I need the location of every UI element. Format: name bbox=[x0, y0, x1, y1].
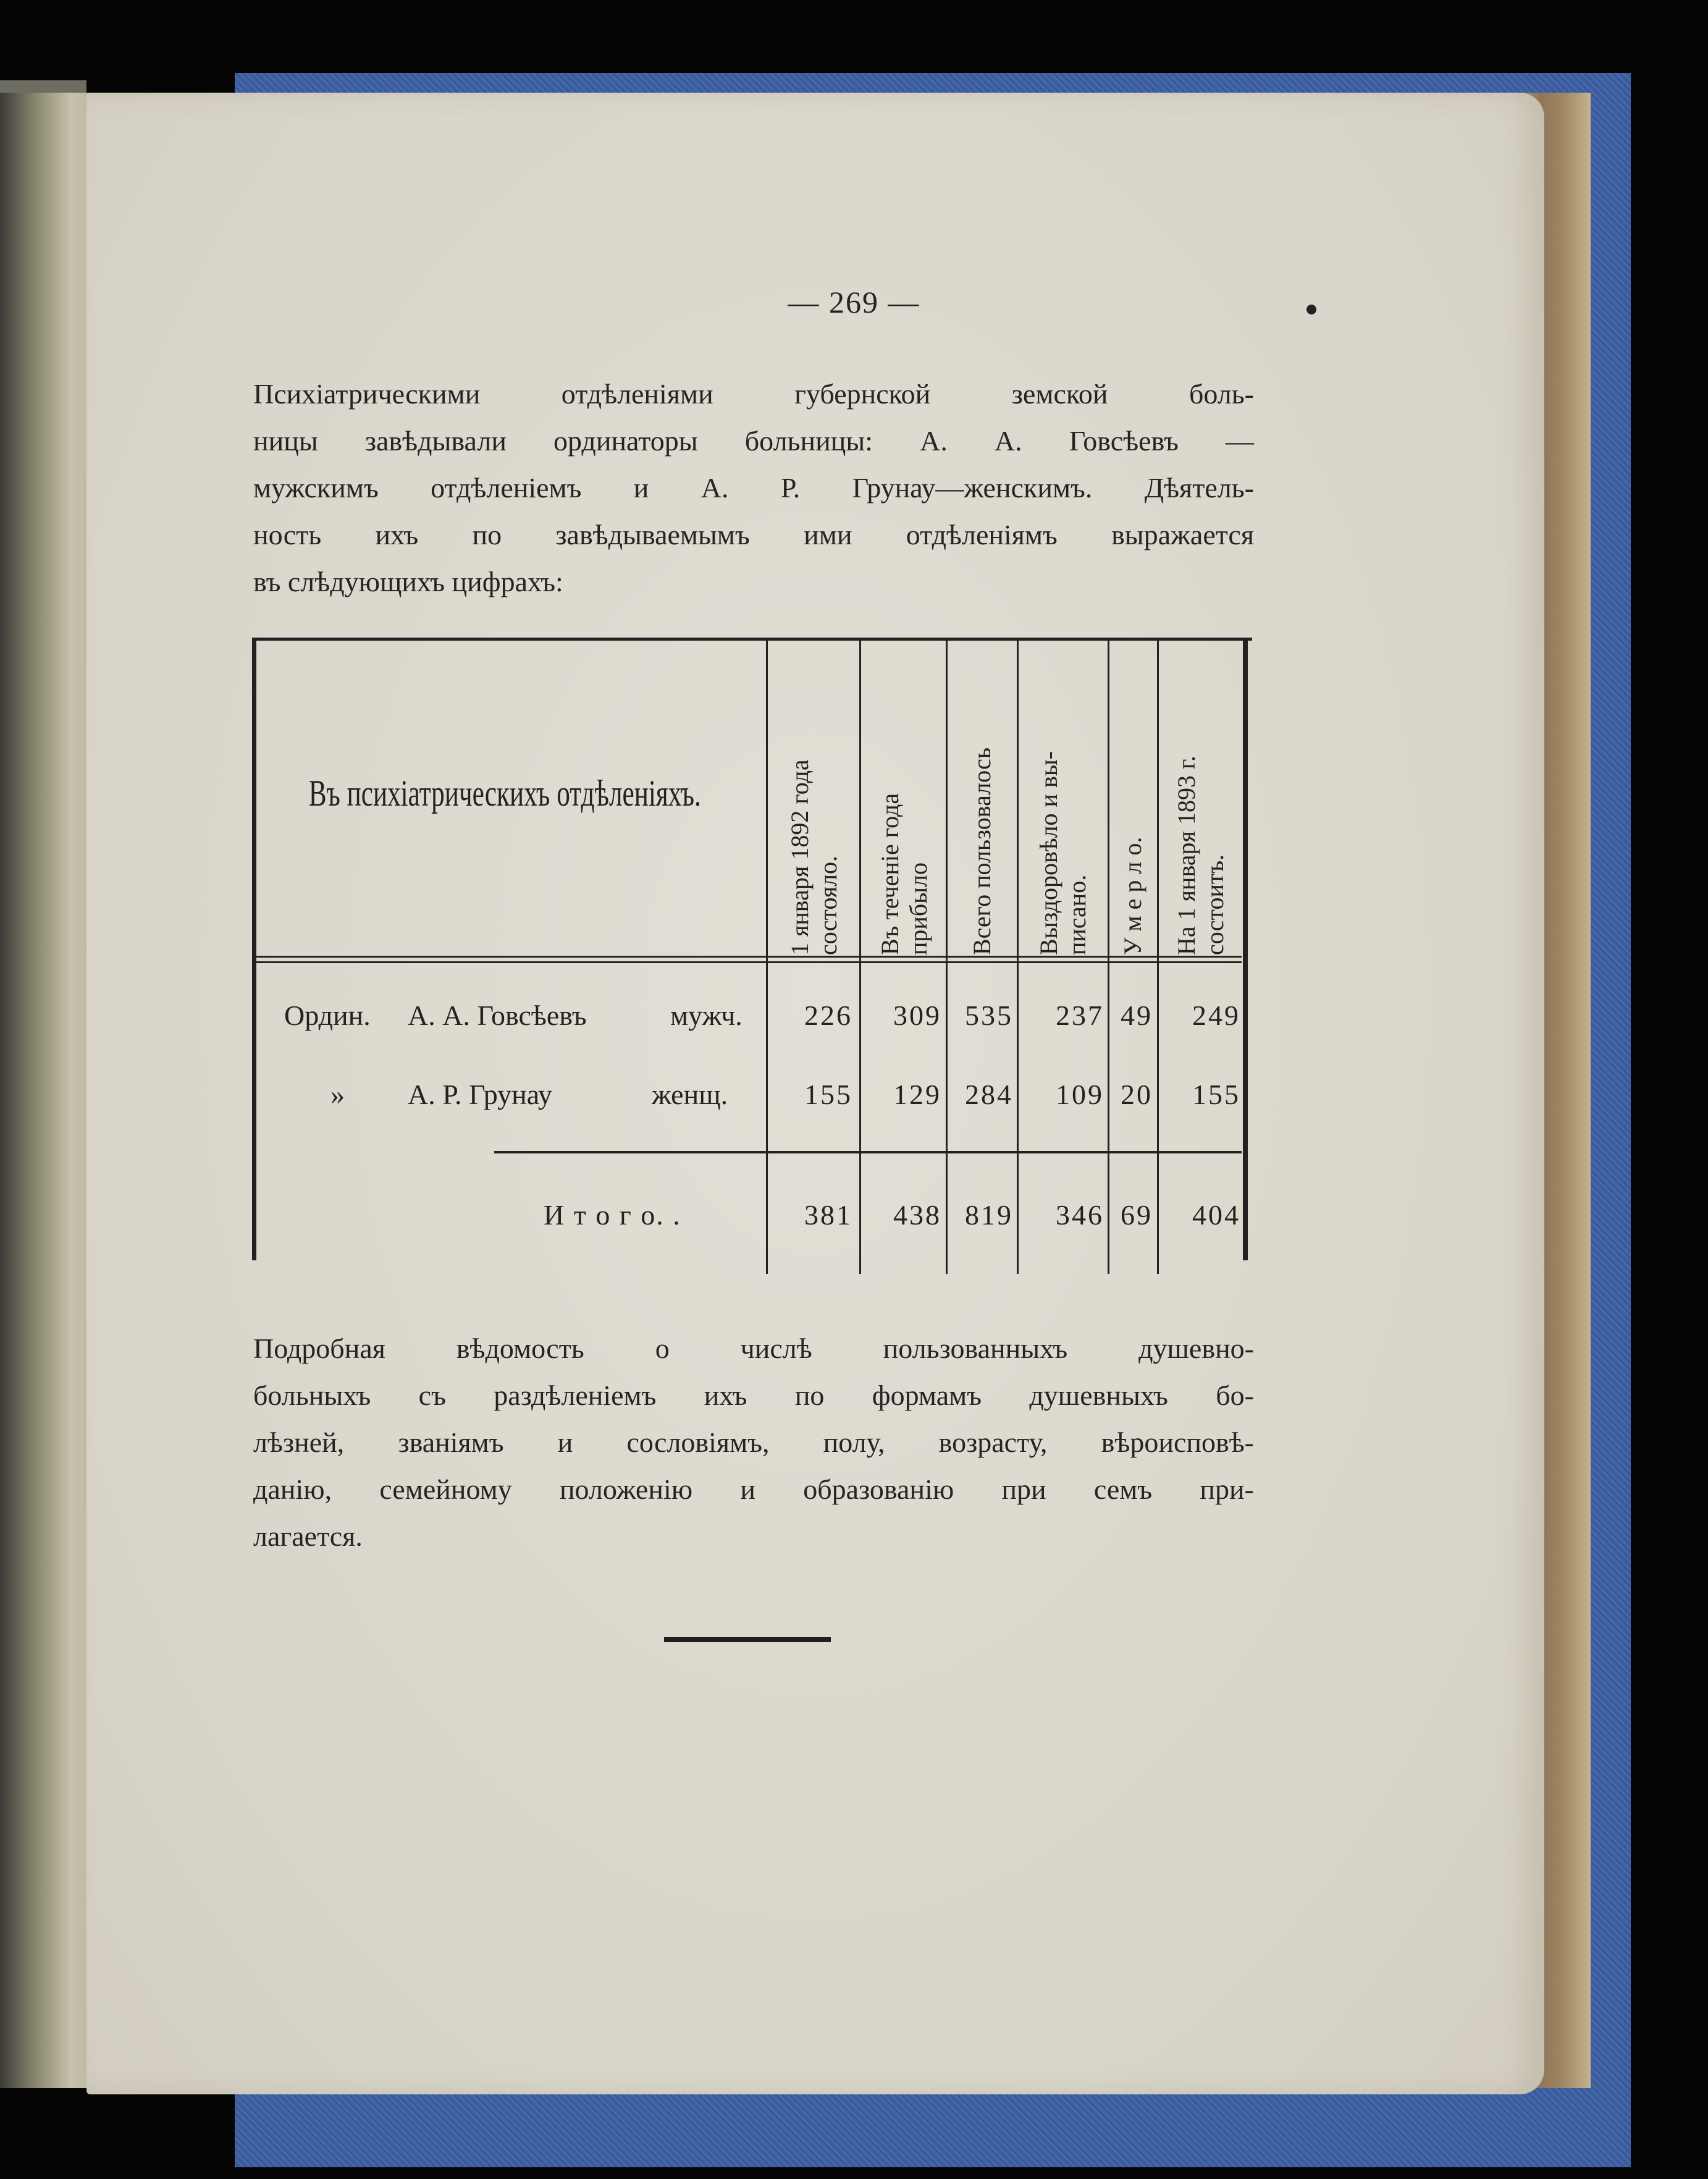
cell: 284 bbox=[965, 1079, 1013, 1110]
column-header bbox=[1161, 644, 1240, 955]
cell: 109 bbox=[1056, 1079, 1104, 1110]
outro-paragraph bbox=[253, 1325, 1254, 1560]
row-sex: женщ. bbox=[652, 1079, 728, 1110]
cell: 249 bbox=[1192, 1000, 1240, 1031]
column-header bbox=[1112, 644, 1154, 955]
cell: 49 bbox=[1121, 1000, 1153, 1031]
cell: 129 bbox=[893, 1079, 941, 1110]
cell: 381 bbox=[804, 1199, 852, 1231]
col-divider bbox=[1017, 641, 1019, 1274]
closing-rule bbox=[664, 1637, 831, 1642]
outro-line: лѣзней, званіямъ и сословіямъ, полу, возрасту, вѣроисповѣ- bbox=[253, 1427, 1254, 1458]
column-header-line: писано. bbox=[1063, 874, 1091, 955]
cell: 819 bbox=[965, 1199, 1013, 1231]
row-sex: мужч. bbox=[670, 1000, 743, 1031]
col-divider bbox=[1108, 641, 1109, 1274]
right-border bbox=[1243, 638, 1248, 1260]
column-header-line: 1 января 1892 года bbox=[786, 759, 814, 955]
column-header-line: состоитъ. bbox=[1201, 854, 1229, 955]
row-prefix: Ордин. bbox=[284, 1000, 371, 1031]
col-divider bbox=[766, 641, 768, 1274]
page-number: — 269 — bbox=[788, 285, 920, 319]
outro-line: Подробная вѣдомость о числѣ пользованныхъ душевно- bbox=[253, 1333, 1254, 1364]
cell: 404 bbox=[1192, 1199, 1240, 1231]
column-header-line: прибыло bbox=[904, 862, 932, 955]
total-label: И т о г о. . bbox=[544, 1199, 681, 1231]
column-header bbox=[773, 644, 855, 955]
cell: 155 bbox=[804, 1079, 852, 1110]
row-name: А. Р. Грунау bbox=[408, 1079, 552, 1110]
row-prefix: » bbox=[330, 1079, 345, 1110]
total-rule bbox=[494, 1151, 1242, 1153]
column-header-line: Выздоровѣло и вы- bbox=[1035, 751, 1062, 955]
column-header-line: Всего пользовалось bbox=[968, 747, 996, 955]
column-header-line: У м е р л о. bbox=[1119, 837, 1146, 955]
cell: 535 bbox=[965, 1000, 1013, 1031]
intro-line: ность ихъ по завѣдываемымъ ими отдѣленіямъ выражается bbox=[253, 519, 1254, 550]
outro-line: данію, семейному положенію и образованію при семъ при- bbox=[253, 1473, 1254, 1505]
row-name: А. А. Говсѣевъ bbox=[408, 1000, 587, 1031]
header-rule bbox=[256, 956, 1242, 958]
cell: 20 bbox=[1121, 1079, 1153, 1110]
cell: 69 bbox=[1121, 1199, 1153, 1231]
cell: 346 bbox=[1056, 1199, 1104, 1231]
header-rule-2 bbox=[256, 961, 1242, 963]
intro-line: въ слѣдующихъ цифрахъ: bbox=[253, 566, 563, 597]
row-header: Въ психіатрическихъ отдѣленіяхъ. bbox=[308, 773, 701, 814]
intro-paragraph bbox=[253, 371, 1254, 605]
column-header bbox=[951, 644, 1013, 955]
col-divider bbox=[946, 641, 948, 1274]
table-top-rule bbox=[256, 638, 1252, 641]
column-header-line: Въ теченіе года bbox=[876, 793, 904, 955]
intro-line: Психіатрическими отдѣленіями губернской земской боль- bbox=[253, 378, 1254, 410]
left-border bbox=[252, 638, 256, 1260]
cell: 237 bbox=[1056, 1000, 1104, 1031]
cell: 309 bbox=[893, 1000, 941, 1031]
intro-line: ницы завѣдывали ординаторы больницы: А. А. Говсѣевъ — bbox=[253, 425, 1254, 457]
column-header-line: состояло. bbox=[814, 855, 842, 955]
outro-line: больныхъ съ раздѣленіемъ ихъ по формамъ душевныхъ бо- bbox=[253, 1380, 1254, 1411]
intro-line: мужскимъ отдѣленіемъ и А. Р. Грунау—женскимъ. Дѣятель- bbox=[253, 472, 1254, 504]
column-header bbox=[1022, 644, 1104, 955]
cell: 155 bbox=[1192, 1079, 1240, 1110]
col-divider bbox=[859, 641, 861, 1274]
cell: 226 bbox=[804, 1000, 852, 1031]
outro-line: лагается. bbox=[253, 1520, 363, 1552]
column-header-line: На 1 января 1893 г. bbox=[1172, 756, 1200, 955]
column-header bbox=[866, 644, 943, 955]
col-divider bbox=[1157, 641, 1159, 1274]
cell: 438 bbox=[893, 1199, 941, 1231]
